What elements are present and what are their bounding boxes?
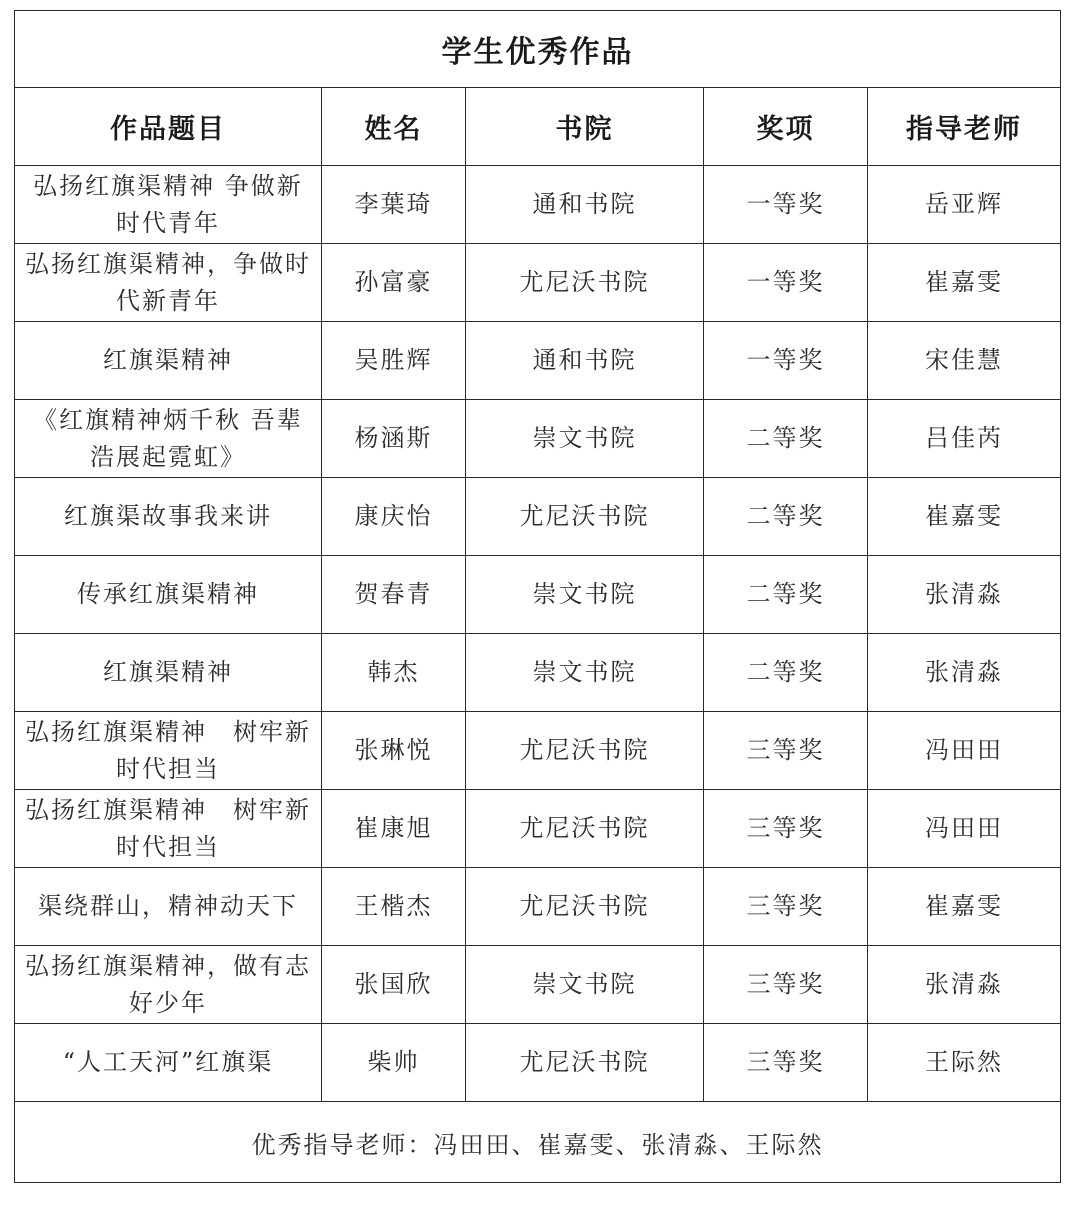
cell-name: 李葉琦 <box>322 166 466 244</box>
cell-college: 崇文书院 <box>466 556 704 634</box>
table-row <box>15 478 1061 556</box>
cell-teacher: 冯田田 <box>868 712 1061 790</box>
table-row <box>15 868 1061 946</box>
cell-award: 一等奖 <box>704 244 868 322</box>
cell-name: 崔康旭 <box>322 790 466 868</box>
cell-college: 尤尼沃书院 <box>466 478 704 556</box>
cell-award: 一等奖 <box>704 322 868 400</box>
cell-award: 三等奖 <box>704 790 868 868</box>
cell-work-title: 《红旗精神炳千秋 吾辈浩展起霓虹》 <box>15 400 322 478</box>
cell-teacher: 宋佳慧 <box>868 322 1061 400</box>
header-name: 姓名 <box>322 88 466 166</box>
header-teacher: 指导老师 <box>868 88 1061 166</box>
cell-teacher: 崔嘉雯 <box>868 478 1061 556</box>
cell-name: 韩杰 <box>322 634 466 712</box>
cell-award: 三等奖 <box>704 868 868 946</box>
cell-work-title: 渠绕群山，精神动天下 <box>15 868 322 946</box>
cell-college: 崇文书院 <box>466 634 704 712</box>
cell-college: 尤尼沃书院 <box>466 244 704 322</box>
cell-name: 康庆怡 <box>322 478 466 556</box>
cell-name: 贺春青 <box>322 556 466 634</box>
cell-teacher: 崔嘉雯 <box>868 244 1061 322</box>
cell-teacher: 张清淼 <box>868 634 1061 712</box>
cell-work-title: 传承红旗渠精神 <box>15 556 322 634</box>
cell-work-title: 弘扬红旗渠精神，做有志好少年 <box>15 946 322 1024</box>
cell-work-title: 红旗渠精神 <box>15 322 322 400</box>
cell-name: 柴帅 <box>322 1024 466 1102</box>
footer-note: 优秀指导老师：冯田田、崔嘉雯、张清淼、王际然 <box>15 1102 1061 1183</box>
cell-work-title: 弘扬红旗渠精神，争做时代新青年 <box>15 244 322 322</box>
cell-name: 吴胜辉 <box>322 322 466 400</box>
table-title: 学生优秀作品 <box>15 11 1061 88</box>
cell-college: 尤尼沃书院 <box>466 712 704 790</box>
cell-work-title: 弘扬红旗渠精神 树牢新时代担当 <box>15 790 322 868</box>
cell-teacher: 张清淼 <box>868 946 1061 1024</box>
cell-name: 孙富豪 <box>322 244 466 322</box>
cell-teacher: 崔嘉雯 <box>868 868 1061 946</box>
cell-award: 二等奖 <box>704 478 868 556</box>
cell-award: 二等奖 <box>704 400 868 478</box>
table-row <box>15 322 1061 400</box>
cell-work-title: 弘扬红旗渠精神 树牢新时代担当 <box>15 712 322 790</box>
table-row <box>15 790 1061 868</box>
cell-teacher: 王际然 <box>868 1024 1061 1102</box>
cell-college: 崇文书院 <box>466 400 704 478</box>
cell-name: 张国欣 <box>322 946 466 1024</box>
cell-award: 二等奖 <box>704 634 868 712</box>
cell-name: 王楷杰 <box>322 868 466 946</box>
cell-college: 尤尼沃书院 <box>466 790 704 868</box>
cell-name: 张琳悦 <box>322 712 466 790</box>
header-work-title: 作品题目 <box>15 88 322 166</box>
cell-award: 三等奖 <box>704 712 868 790</box>
table-row <box>15 244 1061 322</box>
cell-name: 杨涵斯 <box>322 400 466 478</box>
table-row <box>15 946 1061 1024</box>
cell-work-title: 弘扬红旗渠精神 争做新时代青年 <box>15 166 322 244</box>
cell-award: 三等奖 <box>704 946 868 1024</box>
cell-work-title: “人工天河”红旗渠 <box>15 1024 322 1102</box>
header-college: 书院 <box>466 88 704 166</box>
cell-teacher: 吕佳芮 <box>868 400 1061 478</box>
cell-award: 二等奖 <box>704 556 868 634</box>
awards-table <box>14 10 1061 1183</box>
table-row <box>15 400 1061 478</box>
cell-college: 尤尼沃书院 <box>466 868 704 946</box>
cell-award: 三等奖 <box>704 1024 868 1102</box>
table-row <box>15 712 1061 790</box>
cell-work-title: 红旗渠精神 <box>15 634 322 712</box>
header-row <box>15 88 1061 166</box>
table-row <box>15 166 1061 244</box>
cell-teacher: 冯田田 <box>868 790 1061 868</box>
cell-college: 崇文书院 <box>466 946 704 1024</box>
table-row <box>15 634 1061 712</box>
cell-work-title: 红旗渠故事我来讲 <box>15 478 322 556</box>
cell-teacher: 岳亚辉 <box>868 166 1061 244</box>
cell-college: 通和书院 <box>466 166 704 244</box>
table-row <box>15 556 1061 634</box>
table-row <box>15 1024 1061 1102</box>
header-award: 奖项 <box>704 88 868 166</box>
cell-teacher: 张清淼 <box>868 556 1061 634</box>
cell-award: 一等奖 <box>704 166 868 244</box>
cell-college: 尤尼沃书院 <box>466 1024 704 1102</box>
cell-college: 通和书院 <box>466 322 704 400</box>
